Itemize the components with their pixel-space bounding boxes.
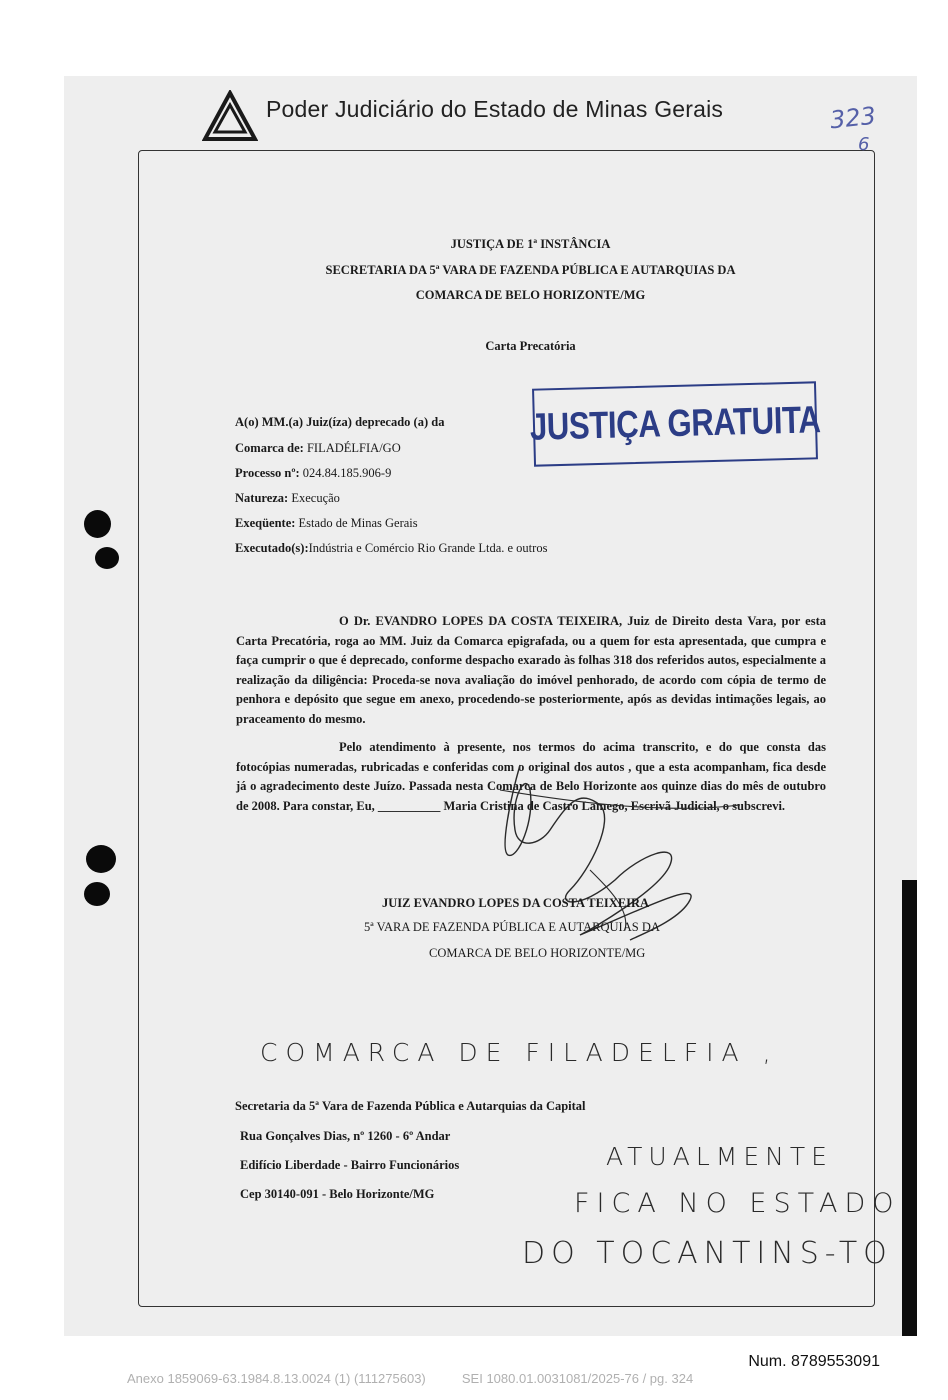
court-line-2: SECRETARIA DA 5ª VARA DE FAZENDA PÚBLICA E AUTARQUIAS DA (325, 263, 736, 277)
handwritten-note-3: FICA NO ESTADO (574, 1188, 901, 1219)
address-line-1: Secretaria da 5ª Vara de Fazenda Pública e Autarquias da Capital (235, 1099, 586, 1113)
court-logo-icon (202, 90, 258, 142)
body-paragraph-2: Pelo atendimento à presente, nos termos do acima transcrito, e do que consta das fotocópias numeradas, rubricadas e conferidas com o original dos autos , que a esta acompanham, fica desde já o agradecimento deste Juízo. Passada nesta Comarca de Belo Horizonte aos quinze dias do mês de outubro de 2008. Para constar, Eu, __________ Maria Cristina de Castro Lamego, Escrivã Judicial, o subscrevi. (236, 740, 826, 813)
punch-hole (84, 882, 110, 906)
address-line-4: Cep 30140-091 - Belo Horizonte/MG (240, 1187, 435, 1201)
field-deprecado: A(o) MM.(a) Juiz(íza) deprecado (a) da (235, 415, 445, 429)
page-number-handwritten: 323 (828, 101, 878, 135)
handwritten-note-4: DO TOCANTINS-TO (522, 1236, 893, 1271)
address-line-3: Edifício Liberdade - Bairro Funcionários (240, 1158, 460, 1172)
field-comarca: Comarca de: FILADÉLFIA/GO (235, 441, 401, 455)
signature-line-3: COMARCA DE BELO HORIZONTE/MG (429, 946, 646, 960)
punch-hole (95, 547, 119, 569)
footer-metadata: Anexo 1859069-63.1984.8.13.0024 (1) (111275603) SEI 1080.01.0031081/2025-76 / pg. 324 (127, 1371, 694, 1386)
body-paragraph-1: O Dr. EVANDRO LOPES DA COSTA TEIXEIRA, Juiz de Direito desta Vara, por esta Carta Precatória, roga ao MM. Juiz da Comarca epigrafada, ou a quem for esta apresentada, que cumpra e faça cumprir o que é deprecado, conforme despacho exarado às folhas 318 dos referidos autos, especialmente a realização da diligência: Proceda-se nova avaliação do imóvel penhorado, de acordo com cópia de termo de penhora e depósito que segue em anexo, procedendo-se posteriormente, após as devidas intimações legais, ao praceamento do mesmo. (236, 614, 826, 726)
punch-hole (84, 510, 111, 538)
field-exequente: Exeqüente: Estado de Minas Gerais (235, 516, 418, 530)
court-line-3: COMARCA DE BELO HORIZONTE/MG (415, 288, 646, 302)
handwritten-note-2: ATUALMENTE (606, 1142, 833, 1171)
punch-hole (86, 845, 116, 873)
court-line-1: JUSTIÇA DE 1ª INSTÂNCIA (450, 237, 611, 251)
page-sub-number-handwritten: 6 (858, 134, 870, 155)
signature-name: JUIZ EVANDRO LOPES DA COSTA TEIXEIRA (382, 896, 650, 910)
document-number: Num. 8789553091 (748, 1353, 880, 1370)
field-processo: Processo nº: 024.84.185.906-9 (235, 466, 392, 480)
field-natureza: Natureza: Execução (235, 491, 340, 505)
scan-edge-shadow (902, 880, 917, 1336)
handwritten-note-1: COMARCA DE FILADELFIA , (260, 1038, 779, 1067)
header-title: Poder Judiciário do Estado de Minas Gerais (266, 96, 724, 122)
document-type: Carta Precatória (485, 339, 576, 353)
justica-gratuita-stamp: JUSTIÇA GRATUITA (532, 381, 818, 466)
address-line-2: Rua Gonçalves Dias, nº 1260 - 6º Andar (240, 1129, 451, 1143)
field-executado: Executado(s):Indústria e Comércio Rio Grande Ltda. e outros (235, 541, 548, 555)
signature-line-2: 5ª VARA DE FAZENDA PÚBLICA E AUTARQUIAS DA (364, 920, 660, 934)
